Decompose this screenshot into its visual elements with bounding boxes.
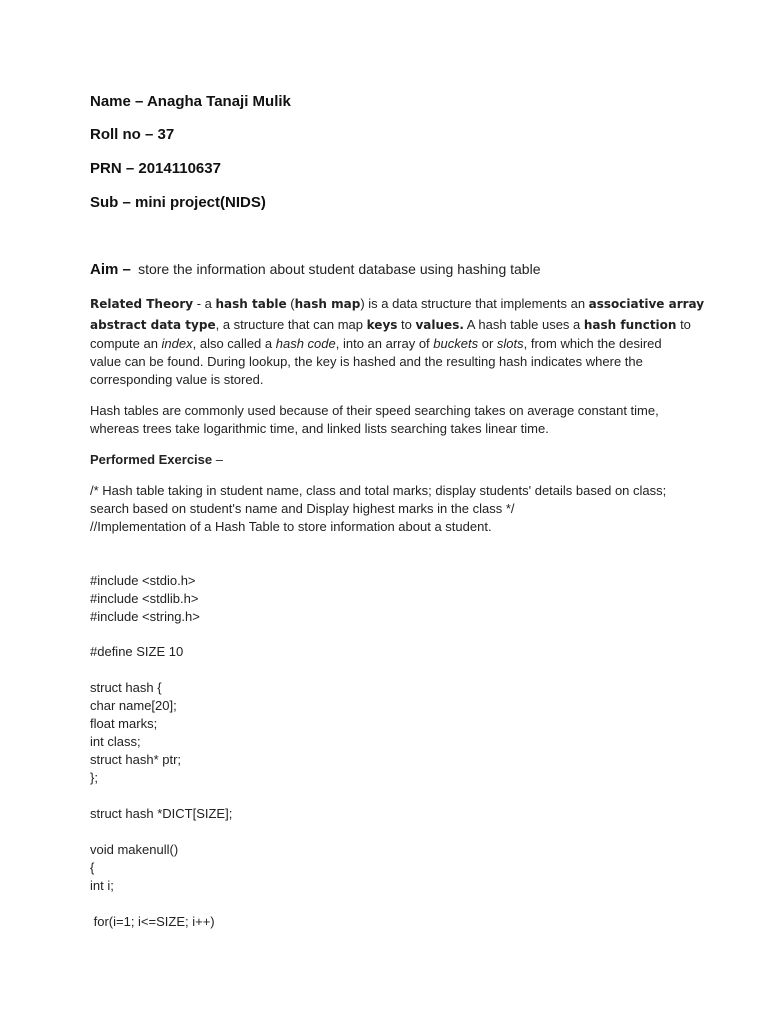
comment-line-3: //Implementation of a Hash Table to store information about a student. [90, 519, 492, 534]
theory-text: ( [286, 296, 295, 311]
term-hash-function: hash function [583, 318, 677, 332]
exercise-heading [90, 451, 223, 469]
theory-line-4: value can be found. During lookup, the key is hashed and the resulting hash indicates where the [90, 354, 643, 369]
theory-text: to [676, 317, 691, 332]
roll-number: Roll no – 37 [90, 126, 175, 143]
code-line: for(i=1; i<=SIZE; i++) [90, 914, 215, 929]
exercise-label: Performed Exercise [90, 452, 213, 467]
theory-text: compute an [90, 336, 162, 351]
theory-line-5: corresponding value is stored. [90, 372, 264, 387]
usage-line-2: whereas trees take logarithmic time, and linked lists searching takes linear time. [90, 421, 549, 436]
code-line: int i; [90, 878, 114, 893]
term-hash-table: hash table [215, 297, 287, 311]
theory-text: - a [193, 296, 216, 311]
code-line: void makenull() [90, 842, 179, 857]
term-hash-code: hash code [275, 336, 336, 351]
comment-line-2: search based on student's name and Display highest marks in the class */ [90, 501, 515, 516]
theory-line-1 [90, 295, 704, 313]
term-buckets: buckets [433, 336, 479, 351]
term-associative-array: associative array [588, 297, 705, 311]
usage-line-1: Hash tables are commonly used because of their speed searching takes on average constant time, [90, 403, 659, 418]
aim-text: store the information about student database using hashing table [138, 261, 541, 277]
comment-line-1: /* Hash table taking in student name, class and total marks; display students' details based on class; [90, 483, 667, 498]
theory-text: , from which the desired [523, 336, 662, 351]
theory-text: ) is a data structure that implements an [360, 296, 589, 311]
theory-text: A hash table uses a [463, 317, 584, 332]
theory-line-2 [90, 316, 691, 334]
subject: Sub – mini project(NIDS) [90, 194, 266, 211]
term-slots: slots [496, 336, 524, 351]
aim-line [90, 260, 540, 279]
code-line: { [90, 860, 95, 875]
code-line: }; [90, 770, 98, 785]
theory-text: to [397, 317, 416, 332]
student-name: Name – Anagha Tanaji Mulik [90, 93, 291, 110]
code-line: int class; [90, 734, 141, 749]
code-line: char name[20]; [90, 698, 177, 713]
theory-text: , also called a [192, 336, 276, 351]
code-line: #include <stdio.h> [90, 573, 196, 588]
code-line: #define SIZE 10 [90, 644, 184, 659]
theory-text: or [478, 336, 497, 351]
term-index: index [161, 336, 193, 351]
code-line: #include <string.h> [90, 609, 200, 624]
term-hash-map: hash map [294, 297, 361, 311]
code-line: struct hash* ptr; [90, 752, 182, 767]
term-abstract-data-type: abstract data type [90, 318, 216, 332]
term-keys: keys [366, 318, 398, 332]
code-line: struct hash { [90, 680, 162, 695]
aim-label: Aim – [90, 261, 131, 278]
theory-text: , a structure that can map [215, 317, 367, 332]
term-values: values. [415, 318, 464, 332]
code-line: #include <stdlib.h> [90, 591, 199, 606]
theory-line-3 [90, 335, 662, 353]
theory-text: , into an array of [335, 336, 434, 351]
code-line: float marks; [90, 716, 158, 731]
code-line: struct hash *DICT[SIZE]; [90, 806, 233, 821]
prn-number: PRN – 2014110637 [90, 160, 221, 177]
exercise-dash: – [212, 452, 223, 467]
theory-label: Related Theory [90, 297, 194, 311]
